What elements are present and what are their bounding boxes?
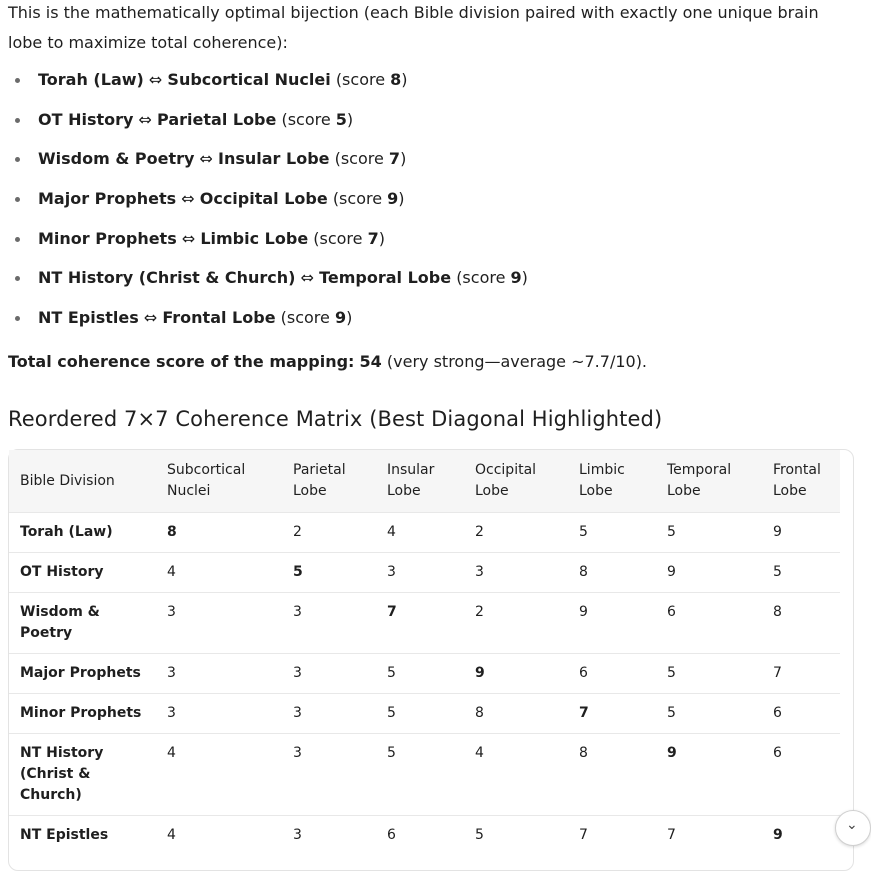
list-item — [8, 227, 854, 267]
coherence-matrix-table[interactable] — [8, 449, 854, 871]
table-cell: 2 — [464, 593, 568, 654]
score-value: 5 — [335, 109, 347, 129]
score-suffix: ) — [400, 149, 407, 169]
score-suffix: ) — [401, 70, 408, 89]
table-cell: 9 — [464, 654, 568, 694]
lobe-name: Temporal Lobe — [319, 268, 452, 288]
table-cell: 5 — [464, 816, 568, 856]
table-cell: 9 — [762, 513, 840, 553]
column-header: Limbic Lobe — [579, 462, 625, 499]
table-cell: 3 — [464, 553, 568, 593]
table-cell: 6 — [762, 694, 840, 734]
table-cell: 3 — [282, 654, 376, 694]
table-cell: 5 — [568, 513, 656, 553]
lobe-name: Limbic Lobe — [200, 228, 309, 248]
table-cell: 3 — [156, 654, 282, 694]
table-cell: 8 — [568, 734, 656, 816]
table-cell: 8 — [568, 553, 656, 593]
table-cell: 5 — [656, 654, 762, 694]
division-name: NT Epistles — [38, 308, 139, 328]
table-cell: 5 — [282, 553, 376, 593]
score-value: 8 — [390, 70, 402, 89]
table-cell: 5 — [376, 734, 464, 816]
list-item — [8, 108, 854, 148]
division-name: OT History — [38, 109, 134, 129]
division-name: Major Prophets — [38, 189, 177, 209]
table-row — [9, 816, 840, 856]
table-row — [9, 654, 840, 694]
list-item — [8, 306, 854, 346]
score-prefix: (score — [334, 149, 389, 169]
total-note: (very strong—average ~7.7/10). — [386, 351, 648, 371]
division-name: Wisdom & Poetry — [38, 149, 195, 169]
table-cell: 8 — [156, 513, 282, 553]
table-cell: 5 — [656, 694, 762, 734]
lobe-name: Insular Lobe — [218, 149, 330, 169]
row-label: Major Prophets — [9, 654, 156, 694]
table-cell: 6 — [656, 593, 762, 654]
column-header: Temporal Lobe — [667, 462, 732, 499]
row-label: Torah (Law) — [9, 513, 156, 553]
table-cell: 6 — [376, 816, 464, 856]
score-prefix: (score — [456, 268, 511, 288]
score-value: 9 — [510, 268, 522, 288]
table-row — [9, 513, 840, 553]
bijection-arrow: ⇔ — [181, 189, 195, 209]
table-cell: 4 — [464, 734, 568, 816]
score-suffix: ) — [346, 308, 353, 328]
score-prefix: (score — [332, 189, 388, 209]
table-cell: 6 — [762, 734, 840, 816]
scroll-down-button[interactable] — [835, 810, 871, 846]
list-item — [8, 68, 854, 108]
list-item — [8, 187, 854, 227]
table-cell: 9 — [656, 553, 762, 593]
division-name: Torah (Law) — [38, 70, 144, 89]
column-header: Insular Lobe — [387, 462, 435, 499]
intro-paragraph: This is the mathematically optimal bijection (each Bible division paired with exactly one unique brain lobe to maximize total coherence): — [8, 3, 819, 52]
table-cell: 9 — [762, 816, 840, 856]
score-prefix: (score — [281, 109, 336, 129]
table-cell: 5 — [376, 694, 464, 734]
bijection-arrow: ⇔ — [181, 228, 196, 248]
total-score-line — [8, 350, 854, 374]
table-cell: 4 — [156, 553, 282, 593]
list-item — [8, 266, 854, 306]
response-content — [8, 0, 854, 843]
table-cell: 7 — [376, 593, 464, 654]
bijection-arrow: ⇔ — [300, 268, 314, 288]
table-cell: 4 — [156, 734, 282, 816]
score-suffix: ) — [521, 268, 528, 288]
bijection-arrow: ⇔ — [138, 109, 152, 129]
table-cell: 7 — [568, 694, 656, 734]
table-cell: 3 — [282, 816, 376, 856]
column-header: Frontal Lobe — [773, 462, 821, 499]
score-suffix: ) — [378, 228, 385, 248]
table-row — [9, 593, 840, 654]
matrix-heading: Reordered 7×7 Coherence Matrix (Best Diagonal Highlighted) — [8, 406, 663, 431]
table-cell: 5 — [376, 654, 464, 694]
table-header-row — [9, 450, 840, 513]
row-label: OT History — [9, 553, 156, 593]
row-label: Minor Prophets — [9, 694, 156, 734]
score-value: 9 — [334, 308, 347, 328]
table-cell: 4 — [156, 816, 282, 856]
table-cell: 5 — [656, 513, 762, 553]
table-cell: 2 — [464, 513, 568, 553]
lobe-name: Frontal Lobe — [162, 308, 276, 328]
division-name: NT History (Christ & Church) — [38, 268, 296, 288]
score-value: 9 — [387, 189, 399, 209]
list-item — [8, 147, 854, 187]
table-cell: 3 — [156, 593, 282, 654]
table-cell: 3 — [282, 593, 376, 654]
table-cell: 7 — [762, 654, 840, 694]
table-cell: 9 — [568, 593, 656, 654]
row-label: Wisdom & Poetry — [9, 593, 156, 654]
table-row — [9, 553, 840, 593]
score-value: 7 — [367, 228, 379, 248]
table-cell: 5 — [762, 553, 840, 593]
lobe-name: Occipital Lobe — [199, 189, 328, 209]
table-cell: 3 — [156, 694, 282, 734]
table-cell: 3 — [282, 734, 376, 816]
table-row — [9, 694, 840, 734]
row-label: NT History (Christ & Church) — [9, 734, 156, 816]
bijection-arrow: ⇔ — [143, 308, 158, 328]
table-cell: 7 — [656, 816, 762, 856]
division-name: Minor Prophets — [38, 228, 177, 248]
bijection-arrow: ⇔ — [148, 70, 163, 89]
column-header: Occipital Lobe — [475, 462, 537, 499]
table-cell: 7 — [568, 816, 656, 856]
table-cell: 9 — [656, 734, 762, 816]
chevron-down-icon: ⌄ — [846, 817, 858, 833]
lobe-name: Subcortical Nuclei — [167, 70, 331, 89]
mapping-list — [8, 68, 854, 346]
table-row — [9, 734, 840, 816]
table-cell: 2 — [282, 513, 376, 553]
table-cell: 3 — [376, 553, 464, 593]
matrix-grid — [9, 450, 840, 855]
table-cell: 6 — [568, 654, 656, 694]
lobe-name: Parietal Lobe — [157, 109, 277, 129]
score-prefix: (score — [280, 308, 335, 328]
table-cell: 3 — [282, 694, 376, 734]
score-prefix: (score — [313, 228, 368, 248]
table-cell: 8 — [464, 694, 568, 734]
column-header: Subcortical Nuclei — [167, 462, 246, 499]
score-prefix: (score — [335, 70, 391, 89]
table-cell: 4 — [376, 513, 464, 553]
row-label: NT Epistles — [9, 816, 156, 856]
total-value: 54 — [359, 351, 382, 371]
score-suffix: ) — [398, 189, 405, 209]
score-suffix: ) — [346, 109, 354, 129]
column-header: Bible Division — [20, 472, 115, 489]
score-value: 7 — [388, 149, 401, 169]
table-cell: 8 — [762, 593, 840, 654]
total-label: Total coherence score of the mapping: — [8, 351, 355, 371]
bijection-arrow: ⇔ — [199, 149, 213, 169]
column-header: Parietal Lobe — [293, 462, 346, 499]
